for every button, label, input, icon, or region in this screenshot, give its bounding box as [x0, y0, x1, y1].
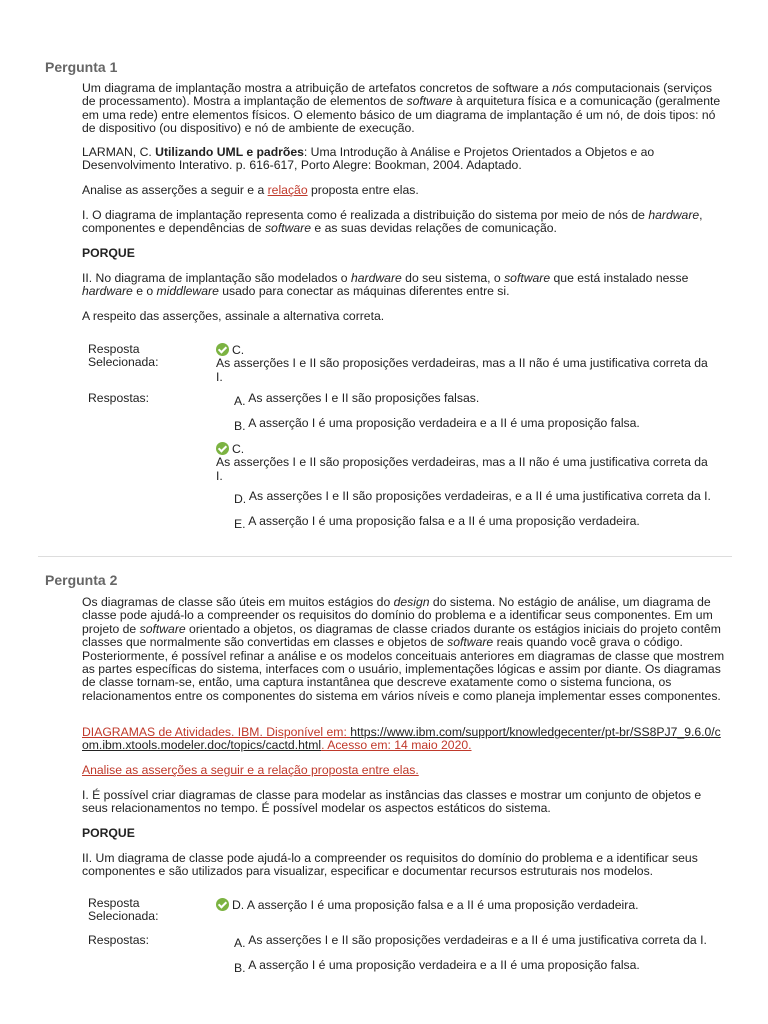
question-1-intro: Um diagrama de implantação mostra a atribuição de artefatos concretos de software a nós computacionais (serviços de processamento). Mostra a implantação de elementos de software à arquitetura física e a comunicação (geralmente em uma rede) entre elementos físicos. O elemento básico de um diagrama de implantação é um nó, de dois tipos: nó de dispositivo (ou dispositivo) e nó de ambiente de execução.: [82, 81, 721, 136]
question-1-reference: LARMAN, C. Utilizando UML e padrões: Uma Introdução à Análise e Projetos Orientados a Objetos e ao Desenvolvimento Interativo. p. 616-617, Porto Alegre: Bookman, 2004. Adaptado.: [82, 145, 655, 173]
answer-option-d: D. As asserções I e II são proposições verdadeiras, e a II é uma justificativa correta da I.: [234, 489, 711, 506]
selected-answer: D. A asserção I é uma proposição falsa e a II é uma proposição verdadeira.: [216, 898, 716, 912]
question-2-intro: Os diagramas de classe são úteis em muitos estágios do design do sistema. No estágio de análise, um diagrama de classe pode ajudá-lo a compreender os requisitos do domínio do problema e a identificar seus componentes. Em um projeto de software orientado a objetos, os diagramas de classe criados durante os estágios iniciais do projeto contêm classes que normalmente são convertidas em classes e objetos de software reais quando você grava o código. Posteriormente, é possível refinar a análise e os modelos conceituais anteriores em diagramas de classe que mostrem as partes específicas do sistema, interfaces com o usuário, implementações lógicas e assim por diante. Os diagramas de classe tornam-se, então, uma captura instantânea que descreve exatamente como o sistema funciona, os relacionamentos entre os componentes do sistema em vários níveis e como planeja implementar esses componentes.: [82, 595, 725, 703]
question-2-assertion-2: II. Um diagrama de classe pode ajudá-lo a compreender os requisitos do domínio do problema e a identificar seus componentes e são utilizados para visualizar, especificar e documentar recursos estruturais nos modelos.: [82, 851, 698, 879]
question-divider: [38, 556, 732, 557]
selected-answer-label: Resposta Selecionada:: [88, 342, 159, 370]
correct-check-icon: [216, 898, 229, 911]
relacao-link[interactable]: relação: [267, 183, 308, 197]
question-2-reference: DIAGRAMAS de Atividades. IBM. Disponível em: https://www.ibm.com/support/knowledgecenter/pt-br/SS8PJ7_9.6.0/com.ibm.xtools.modeler.doc/topics/cactd.html. Acesso em: 14 maio 2020.: [82, 725, 721, 753]
question-1-prompt: A respeito das asserções, assinale a alternativa correta.: [82, 309, 385, 323]
answers-label: Respostas:: [88, 933, 149, 947]
question-1-porque: PORQUE: [82, 246, 135, 260]
selected-answer: C. As asserções I e II são proposições verdadeiras, mas a II não é uma justificativa correta da I.: [216, 343, 708, 384]
correct-check-icon: [216, 343, 229, 356]
answer-option-a: A. As asserções I e II são proposições verdadeiras e a II é uma justificativa correta da I.: [234, 933, 707, 950]
answers-label: Respostas:: [88, 391, 149, 405]
question-1-instruction: Analise as asserções a seguir e a relação proposta entre elas.: [82, 183, 419, 197]
answer-option-b: B. A asserção I é uma proposição verdadeira e a II é uma proposição falsa.: [234, 958, 640, 975]
question-2-instruction: Analise as asserções a seguir e a relação proposta entre elas.: [82, 763, 419, 777]
question-2-title: Pergunta 2: [45, 572, 118, 588]
answer-option-c: C. As asserções I e II são proposições verdadeiras, mas a II não é uma justificativa correta da I.: [216, 442, 708, 483]
question-1-title: Pergunta 1: [45, 59, 118, 75]
answer-option-e: E. A asserção I é uma proposição falsa e a II é uma proposição verdadeira.: [234, 514, 640, 531]
question-2-assertion-1: I. É possível criar diagramas de classe para modelar as instâncias das classes e mostrar um conjunto de objetos e seus relacionamentos no tempo. É possível modelar os aspectos estáticos do sistema.: [82, 788, 702, 816]
selected-answer-label: Resposta Selecionada:: [88, 896, 159, 924]
question-1-assertion-1: I. O diagrama de implantação representa como é realizada a distribuição do sistema por meio de nós de hardware, componentes e dependências de software e as suas devidas relações de comunicação.: [82, 208, 703, 236]
answer-option-b: B. A asserção I é uma proposição verdadeira e a II é uma proposição falsa.: [234, 416, 640, 433]
question-1-assertion-2: II. No diagrama de implantação são modelados o hardware do seu sistema, o software que está instalado nesse hardware e o middleware usado para conectar as máquinas diferentes entre si.: [82, 271, 689, 299]
answer-option-a: A. As asserções I e II são proposições falsas.: [234, 391, 480, 408]
question-2-porque: PORQUE: [82, 826, 135, 840]
correct-check-icon: [216, 442, 229, 455]
ibm-reference-link[interactable]: https://www.ibm.com/support/knowledgecenter/pt-br/SS8PJ7_9.6.0/com.ibm.xtools.modeler.doc/topics/cactd.html: [82, 725, 721, 753]
